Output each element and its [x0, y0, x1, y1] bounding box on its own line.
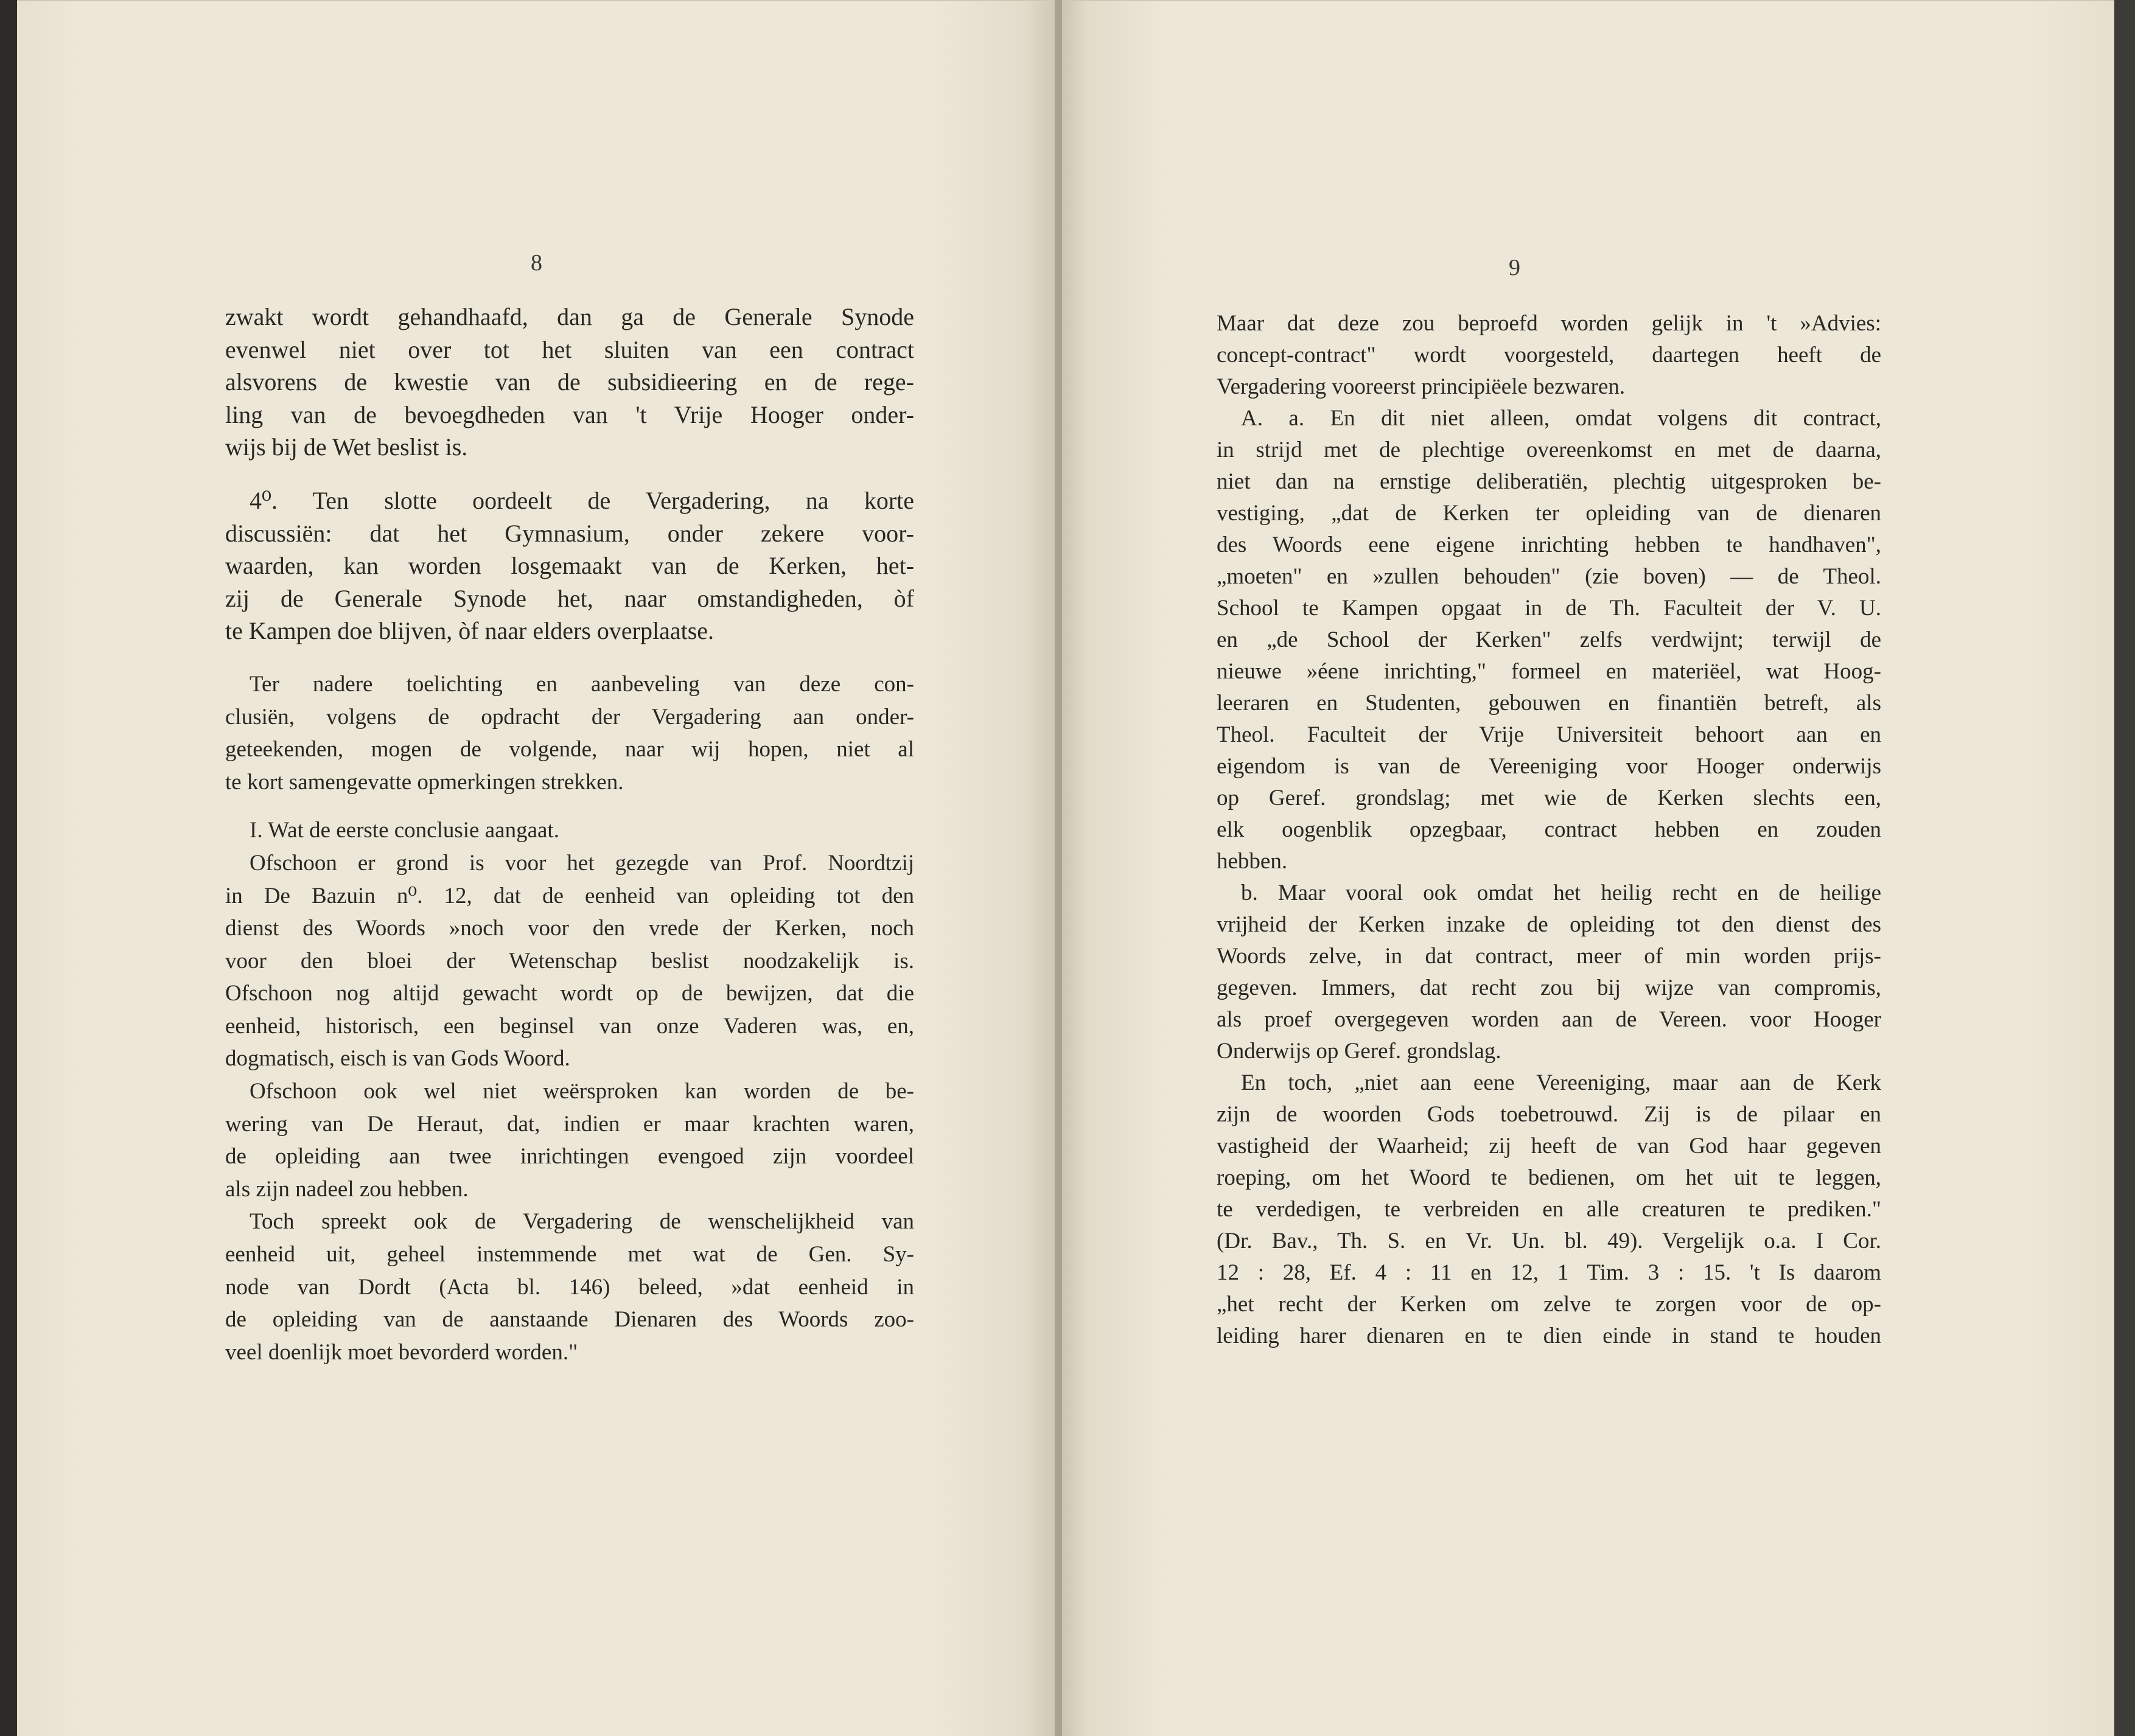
- text-line: op Geref. grondslag; met wie de Kerken slechts een,: [1217, 786, 1881, 810]
- text-line: clusiën, volgens de opdracht der Vergadering aan onder-: [225, 704, 914, 730]
- text-line: A. a. En dit niet alleen, omdat volgens dit contract,: [1241, 406, 1881, 431]
- text-line: te Kampen doe blijven, òf naar elders overplaatse.: [225, 617, 715, 645]
- text-line: eigendom is van de Vereeniging voor Hooger onderwijs: [1217, 754, 1881, 779]
- text-line: voor den bloei der Wetenschap beslist noodzakelijk is.: [225, 948, 914, 974]
- text-line: en „de School der Kerken" zelfs verdwijnt; terwijl de: [1217, 627, 1881, 652]
- text-line: zijn de woorden Gods toebetrouwd. Zij is de pilaar en: [1217, 1102, 1881, 1127]
- text-line: eenheid uit, geheel instemmende met wat de Gen. Sy-: [225, 1242, 914, 1267]
- text-line: gegeven. Immers, dat recht zou bij wijze van compromis,: [1217, 975, 1881, 1000]
- text-line: als zijn nadeel zou hebben.: [225, 1176, 469, 1202]
- text-line: geteekenden, mogen de volgende, naar wij hopen, niet al: [225, 737, 914, 762]
- text-line: leeraren en Studenten, gebouwen en finantiën betreft, als: [1217, 691, 1881, 716]
- text-line: Ofschoon er grond is voor het gezegde van Prof. Noordtzij: [250, 850, 914, 876]
- book-gutter: [1055, 0, 1062, 1736]
- text-line: waarden, kan worden losgemaakt van de Kerken, het-: [225, 552, 914, 580]
- text-line: 4⁰. Ten slotte oordeelt de Vergadering, na korte: [250, 486, 914, 514]
- text-line: nieuwe »éene inrichting," formeel en materiëel, wat Hoog-: [1217, 659, 1881, 684]
- text-line: de opleiding aan twee inrichtingen evengoed zijn voordeel: [225, 1144, 914, 1170]
- text-line: als proef overgegeven worden aan de Vereen. voor Hooger: [1217, 1007, 1881, 1032]
- text-line: elk oogenblik opzegbaar, contract hebben en zouden: [1217, 817, 1881, 842]
- text-line: des Woords eene eigene inrichting hebben te handhaven",: [1217, 532, 1881, 557]
- text-line: 12 : 28, Ef. 4 : 11 en 12, 1 Tim. 3 : 15. 't Is daarom: [1217, 1260, 1881, 1285]
- text-line: wering van De Heraut, dat, indien er maar krachten waren,: [225, 1111, 914, 1137]
- text-line: te kort samengevatte opmerkingen strekken.: [225, 769, 624, 795]
- text-line: vestiging, „dat de Kerken ter opleiding van de dienaren: [1217, 501, 1881, 526]
- text-line: Toch spreekt ook de Vergadering de wenschelijkheid van: [250, 1209, 914, 1235]
- text-line: En toch, „niet aan eene Vereeniging, maar aan de Kerk: [1241, 1070, 1881, 1095]
- text-line: zij de Generale Synode het, naar omstandigheden, òf: [225, 584, 914, 612]
- text-line: Vergadering vooreerst principiëele bezwaren.: [1217, 374, 1626, 399]
- text-line: alsvorens de kwestie van de subsidieering en de rege-: [225, 368, 914, 396]
- text-line: zwakt wordt gehandhaafd, dan ga de Generale Synode: [225, 303, 914, 330]
- text-line: de opleiding van de aanstaande Dienaren des Woords zoo-: [225, 1307, 914, 1333]
- text-line: discussiën: dat het Gymnasium, onder zekere voor-: [225, 519, 914, 547]
- text-line: Ofschoon ook wel niet weërsproken kan worden de be-: [250, 1079, 914, 1104]
- text-line: „het recht der Kerken om zelve te zorgen voor de op-: [1217, 1292, 1881, 1317]
- right-page-text: [1217, 308, 1881, 1352]
- text-line: Woords zelve, in dat contract, meer of min worden prijs-: [1217, 944, 1881, 969]
- text-line: I. Wat de eerste conclusie aangaat.: [250, 818, 559, 843]
- text-line: niet dan na ernstige deliberatiën, plechtig uitgesproken be-: [1217, 469, 1881, 494]
- page-number-right: 9: [1509, 255, 1520, 281]
- text-line: Onderwijs op Geref. grondslag.: [1217, 1039, 1501, 1064]
- page-edge: [2114, 0, 2135, 1736]
- text-line: Maar dat deze zou beproefd worden gelijk in 't »Advies:: [1217, 311, 1881, 336]
- page-number-left: 8: [531, 250, 542, 276]
- text-line: veel doenlijk moet bevorderd worden.": [225, 1339, 578, 1365]
- text-line: concept-contract" wordt voorgesteld, daartegen heeft de: [1217, 343, 1881, 368]
- text-line: vastigheid der Waarheid; zij heeft de van God haar gegeven: [1217, 1134, 1881, 1159]
- paragraph-gap: [225, 464, 914, 484]
- text-line: dogmatisch, eisch is van Gods Woord.: [225, 1046, 570, 1072]
- paragraph-gap: [225, 798, 914, 814]
- paragraph-gap: [225, 647, 914, 668]
- text-line: (Dr. Bav., Th. S. en Vr. Un. bl. 49). Vergelijk o.a. I Cor.: [1217, 1229, 1881, 1253]
- text-line: ling van de bevoegdheden van 't Vrije Hooger onder-: [225, 400, 914, 428]
- text-line: node van Dordt (Acta bl. 146) beleed, »dat eenheid in: [225, 1274, 914, 1300]
- text-line: wijs bij de Wet beslist is.: [225, 433, 468, 461]
- text-line: eenheid, historisch, een beginsel van onze Vaderen was, en,: [225, 1013, 914, 1039]
- text-line: te verdedigen, te verbreiden en alle creaturen te prediken.": [1217, 1197, 1881, 1222]
- text-line: School te Kampen opgaat in de Th. Faculteit der V. U.: [1217, 596, 1881, 621]
- left-page-text: [225, 301, 914, 1368]
- text-line: „moeten" en »zullen behouden" (zie boven) — de Theol.: [1217, 564, 1881, 589]
- text-line: in strijd met de plechtige overeenkomst en met de daarna,: [1217, 437, 1881, 462]
- text-line: b. Maar vooral ook omdat het heilig recht en de heilige: [1241, 880, 1881, 905]
- text-line: Theol. Faculteit der Vrije Universiteit behoort aan en: [1217, 722, 1881, 747]
- text-line: hebben.: [1217, 849, 1288, 874]
- text-line: leiding harer dienaren en te dien einde in stand te houden: [1217, 1323, 1881, 1348]
- text-line: in De Bazuin n⁰. 12, dat de eenheid van opleiding tot den: [225, 883, 914, 908]
- text-line: evenwel niet over tot het sluiten van een contract: [225, 335, 914, 363]
- text-line: Ter nadere toelichting en aanbeveling van deze con-: [250, 671, 914, 697]
- text-line: dienst des Woords »noch voor den vrede der Kerken, noch: [225, 916, 914, 941]
- text-line: vrijheid der Kerken inzake de opleiding tot den dienst des: [1217, 912, 1881, 937]
- text-line: roeping, om het Woord te bedienen, om het uit te leggen,: [1217, 1165, 1881, 1190]
- text-line: Ofschoon nog altijd gewacht wordt op de bewijzen, dat die: [225, 981, 914, 1006]
